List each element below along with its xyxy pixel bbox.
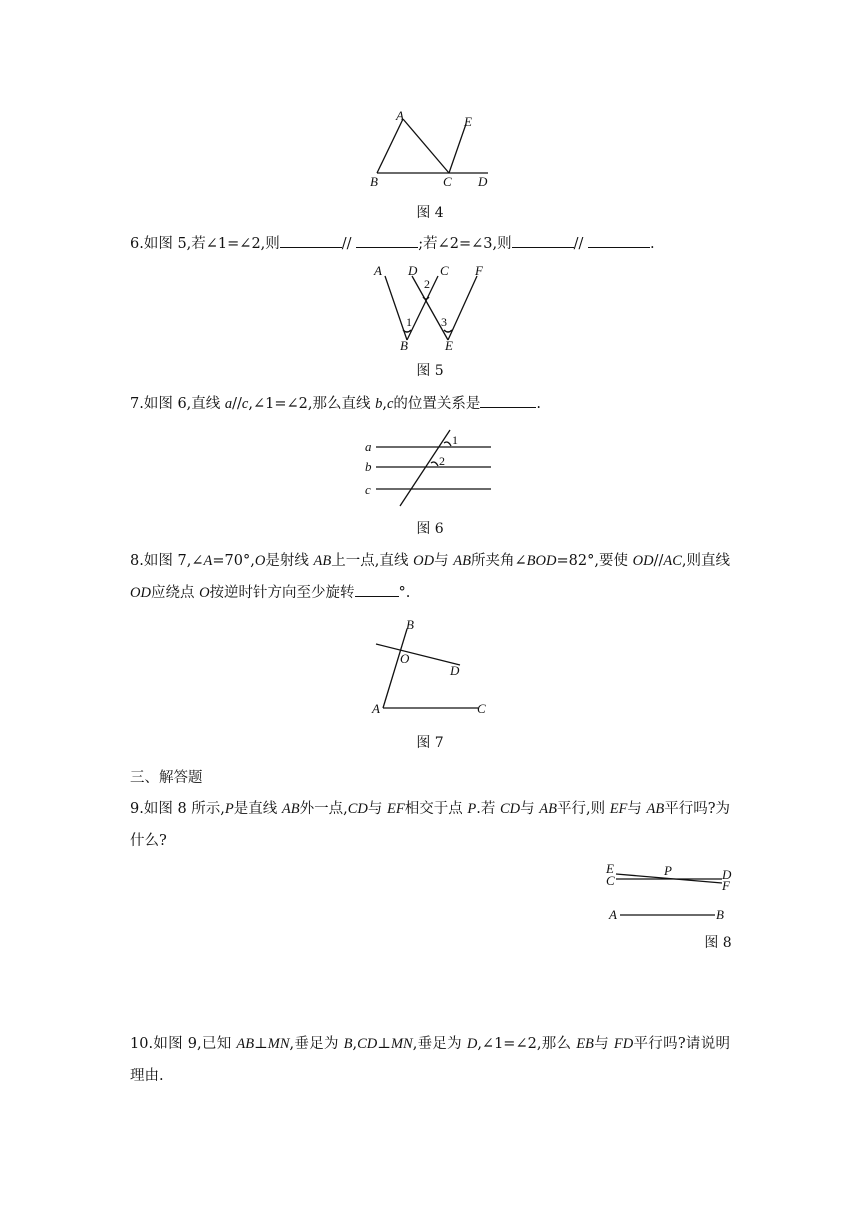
label-b: b — [365, 459, 372, 474]
q6-end: . — [649, 236, 655, 252]
figure-7-caption: 图 7 — [416, 735, 444, 751]
q6-parallel-1: // — [341, 236, 352, 252]
figure-8 — [600, 858, 740, 928]
label-c: c — [365, 482, 371, 497]
question-10: 10.如图 9,已知 AB⊥MN,垂足为 B,CD⊥MN,垂足为 D,∠1=∠2,那么 EB与 FD平行吗?请说明理由. — [130, 1036, 731, 1084]
label-c: C — [443, 174, 452, 189]
q6-blank-3[interactable] — [512, 233, 574, 248]
figure-5-caption: 图 5 — [416, 363, 444, 379]
label-c: C — [606, 873, 615, 888]
label-c: C — [477, 701, 486, 716]
question-9: 9.如图 8 所示,P是直线 AB外一点,CD与 EF相交于点 P.若 CD与 AB平行,则 EF与 AB平行吗?为什么? — [130, 801, 731, 849]
label-angle-1: 1 — [406, 315, 412, 329]
q8-blank[interactable] — [355, 582, 399, 597]
question-6 — [130, 228, 730, 260]
q6-blank-1[interactable] — [280, 233, 342, 248]
question-8: 8.如图 7,∠A=70°,O是射线 AB上一点,直线 OD与 AB所夹角∠BOD=82°,要使 OD//AC,则直线 OD应绕点 O按逆时针方向至少旋转 °. — [130, 553, 731, 601]
label-c: C — [440, 263, 449, 278]
angle-3-arc — [444, 330, 452, 332]
segment-ab — [377, 119, 403, 173]
label-a: A — [374, 263, 382, 278]
label-p: P — [664, 863, 672, 878]
label-b: B — [370, 174, 378, 189]
label-b: B — [406, 617, 414, 632]
label-d: D — [722, 867, 732, 882]
ray-ab — [383, 629, 407, 708]
angle-2-arc — [423, 297, 429, 299]
label-f: F — [475, 263, 483, 278]
label-b: B — [400, 338, 408, 353]
figure-8-caption: 图 8 — [704, 935, 732, 951]
label-angle-2: 2 — [424, 277, 430, 291]
label-b: B — [716, 907, 724, 922]
q6-middle: ;若∠2=∠3,则 — [418, 236, 512, 252]
segment-ac — [403, 119, 449, 173]
angle-2-arc — [431, 462, 438, 466]
line-bc — [407, 276, 438, 340]
q6-blank-2[interactable] — [356, 233, 418, 248]
figure-4 — [360, 108, 510, 193]
label-e: E — [464, 114, 472, 129]
label-o: O — [400, 651, 410, 666]
ray-ce — [449, 124, 466, 173]
section-title: 三、解答题 — [130, 770, 203, 786]
figure-6 — [360, 422, 500, 512]
q6-prefix: 6.如图 5,若∠1=∠2,则 — [130, 236, 280, 252]
label-a: A — [396, 108, 404, 123]
label-d: D — [408, 263, 418, 278]
label-angle-1: 1 — [452, 433, 458, 447]
q6-blank-4[interactable] — [588, 233, 650, 248]
label-a: a — [365, 439, 372, 454]
transversal — [400, 430, 450, 506]
label-f: F — [722, 878, 730, 893]
figure-7 — [360, 615, 500, 720]
label-e: E — [606, 861, 614, 876]
label-a: A — [609, 907, 617, 922]
q7-blank[interactable] — [480, 393, 536, 408]
label-angle-3: 3 — [441, 315, 447, 329]
figure-5 — [370, 262, 490, 352]
q6-parallel-2: // — [573, 236, 584, 252]
figure-6-caption: 图 6 — [416, 521, 444, 537]
label-angle-2: 2 — [439, 454, 445, 468]
label-d: D — [450, 663, 460, 678]
label-a: A — [372, 701, 380, 716]
question-7: 7.如图 6,直线 a//c,∠1=∠2,那么直线 b,c的位置关系是 . — [130, 388, 730, 420]
label-d: D — [478, 174, 488, 189]
label-e: E — [445, 338, 453, 353]
angle-1-arc — [444, 442, 451, 446]
figure-4-caption: 图 4 — [416, 205, 444, 221]
angle-1-arc — [403, 330, 411, 332]
line-de — [412, 276, 448, 340]
line-od — [376, 644, 460, 665]
